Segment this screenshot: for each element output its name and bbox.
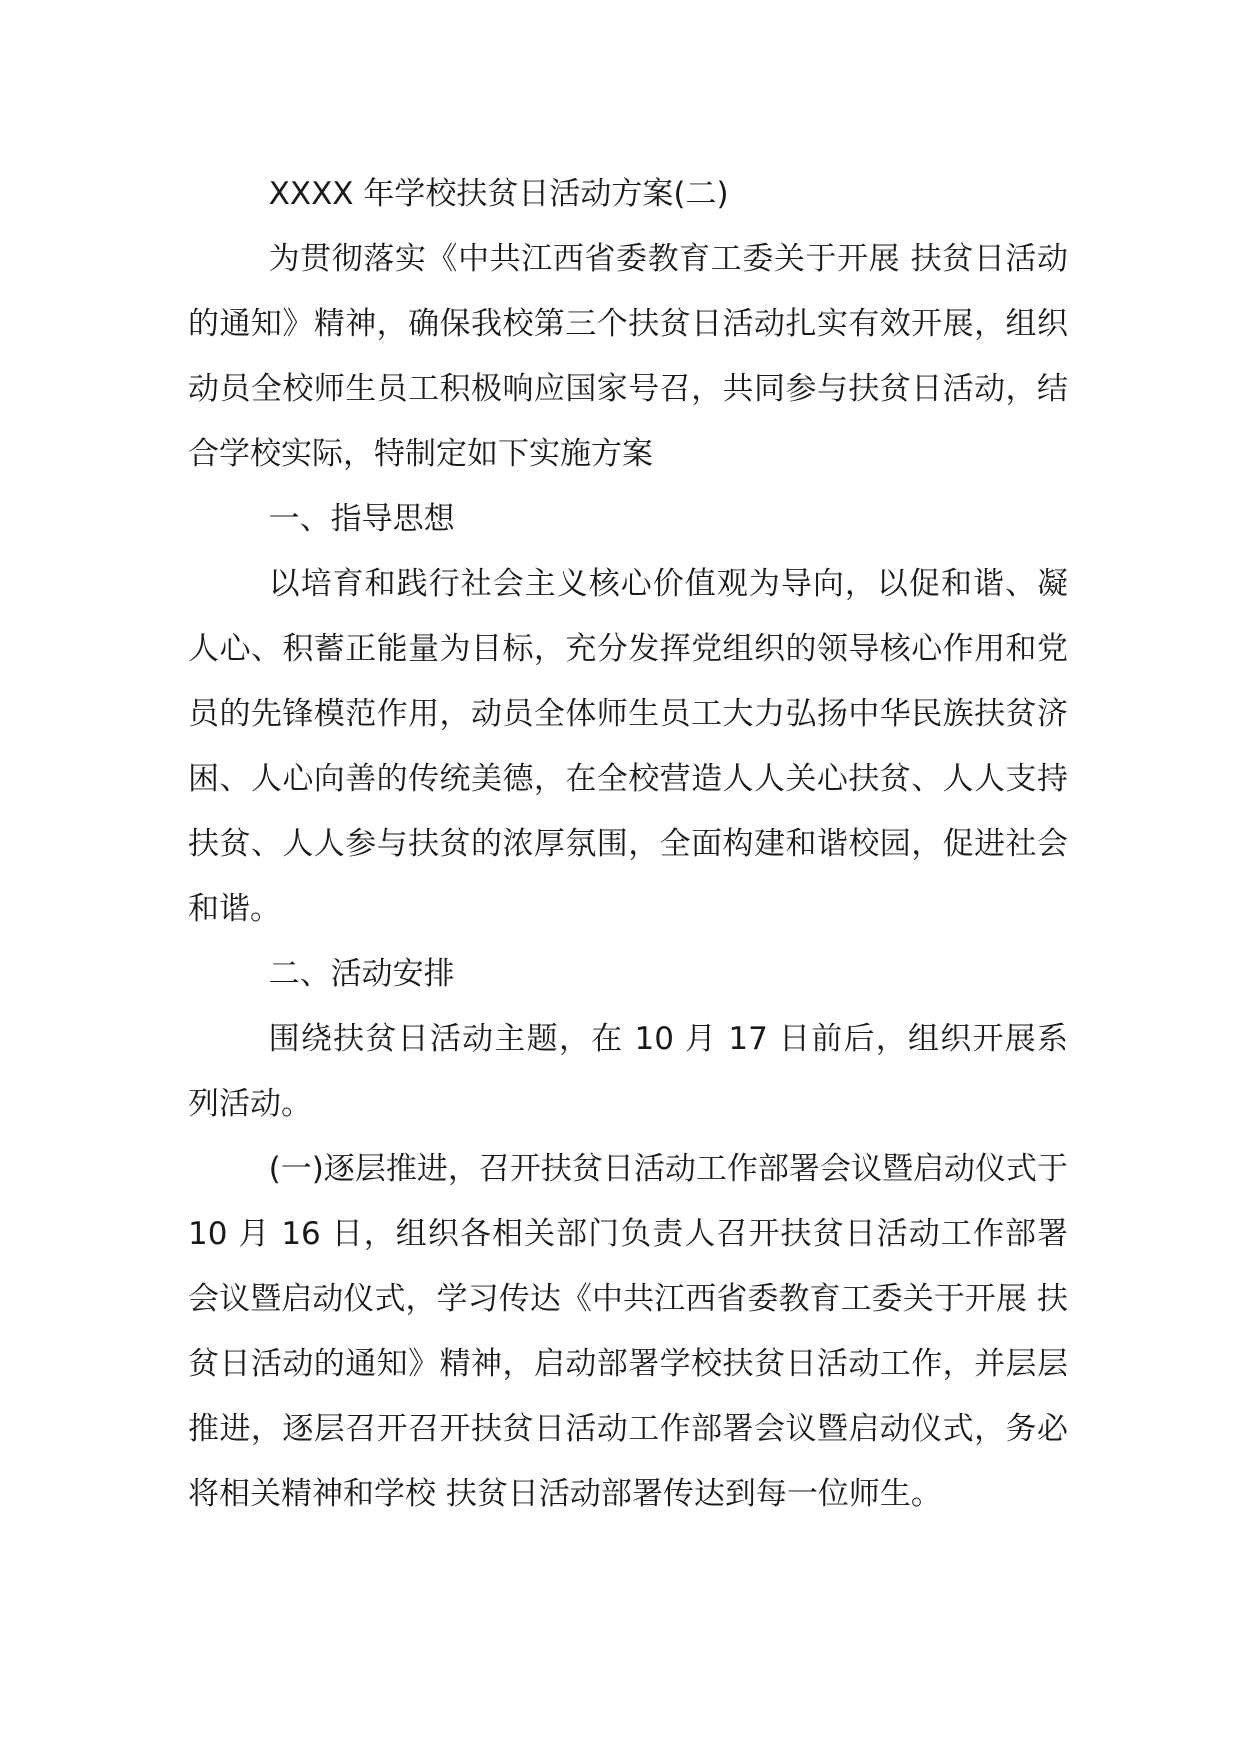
- guiding-ideology-paragraph: 以培育和践行社会主义核心价值观为导向，以促和谐、凝人心、积蓄正能量为目标，充分发挥党组织的领导核心作用和党员的先锋模范作用，动员全体师生员工大力弘扬中华民族扶贫济困、人心向善的传统美德，在全校营造人人关心扶贫、人人支持扶贫、人人参与扶贫的浓厚氛围，全面构建和谐校园，促进社会和谐。: [188, 566, 1068, 927]
- section-heading-activity-arrangement: 二、活动安排: [268, 956, 455, 992]
- activity-arrangement-paragraph: 围绕扶贫日活动主题，在 10 月 17 日前后，组织开展系列活动。: [188, 1021, 1068, 1122]
- document-page: [188, 162, 1068, 1527]
- section-heading-guiding-ideology: 一、指导思想: [268, 501, 455, 537]
- activity-item-1-paragraph: (一)逐层推进，召开扶贫日活动工作部署会议暨启动仪式于 10 月 16 日，组织各相关部门负责人召开扶贫日活动工作部署会议暨启动仪式，学习传达《中共江西省委教育工委关于开展 扶贫日活动的通知》精神，启动部署学校扶贫日活动工作，并层层推进，逐层召开召开扶贫日活动工作部署会议暨启动仪式，务必将相关精神和学校 扶贫日活动部署传达到每一位师生。: [188, 1151, 1068, 1512]
- intro-paragraph: 为贯彻落实《中共江西省委教育工委关于开展 扶贫日活动的通知》精神，确保我校第三个扶贫日活动扎实有效开展，组织动员全校师生员工积极响应国家号召，共同参与扶贫日活动，结合学校实际，特制定如下实施方案: [188, 241, 1068, 472]
- document-title: XXXX 年学校扶贫日活动方案(二): [268, 176, 729, 212]
